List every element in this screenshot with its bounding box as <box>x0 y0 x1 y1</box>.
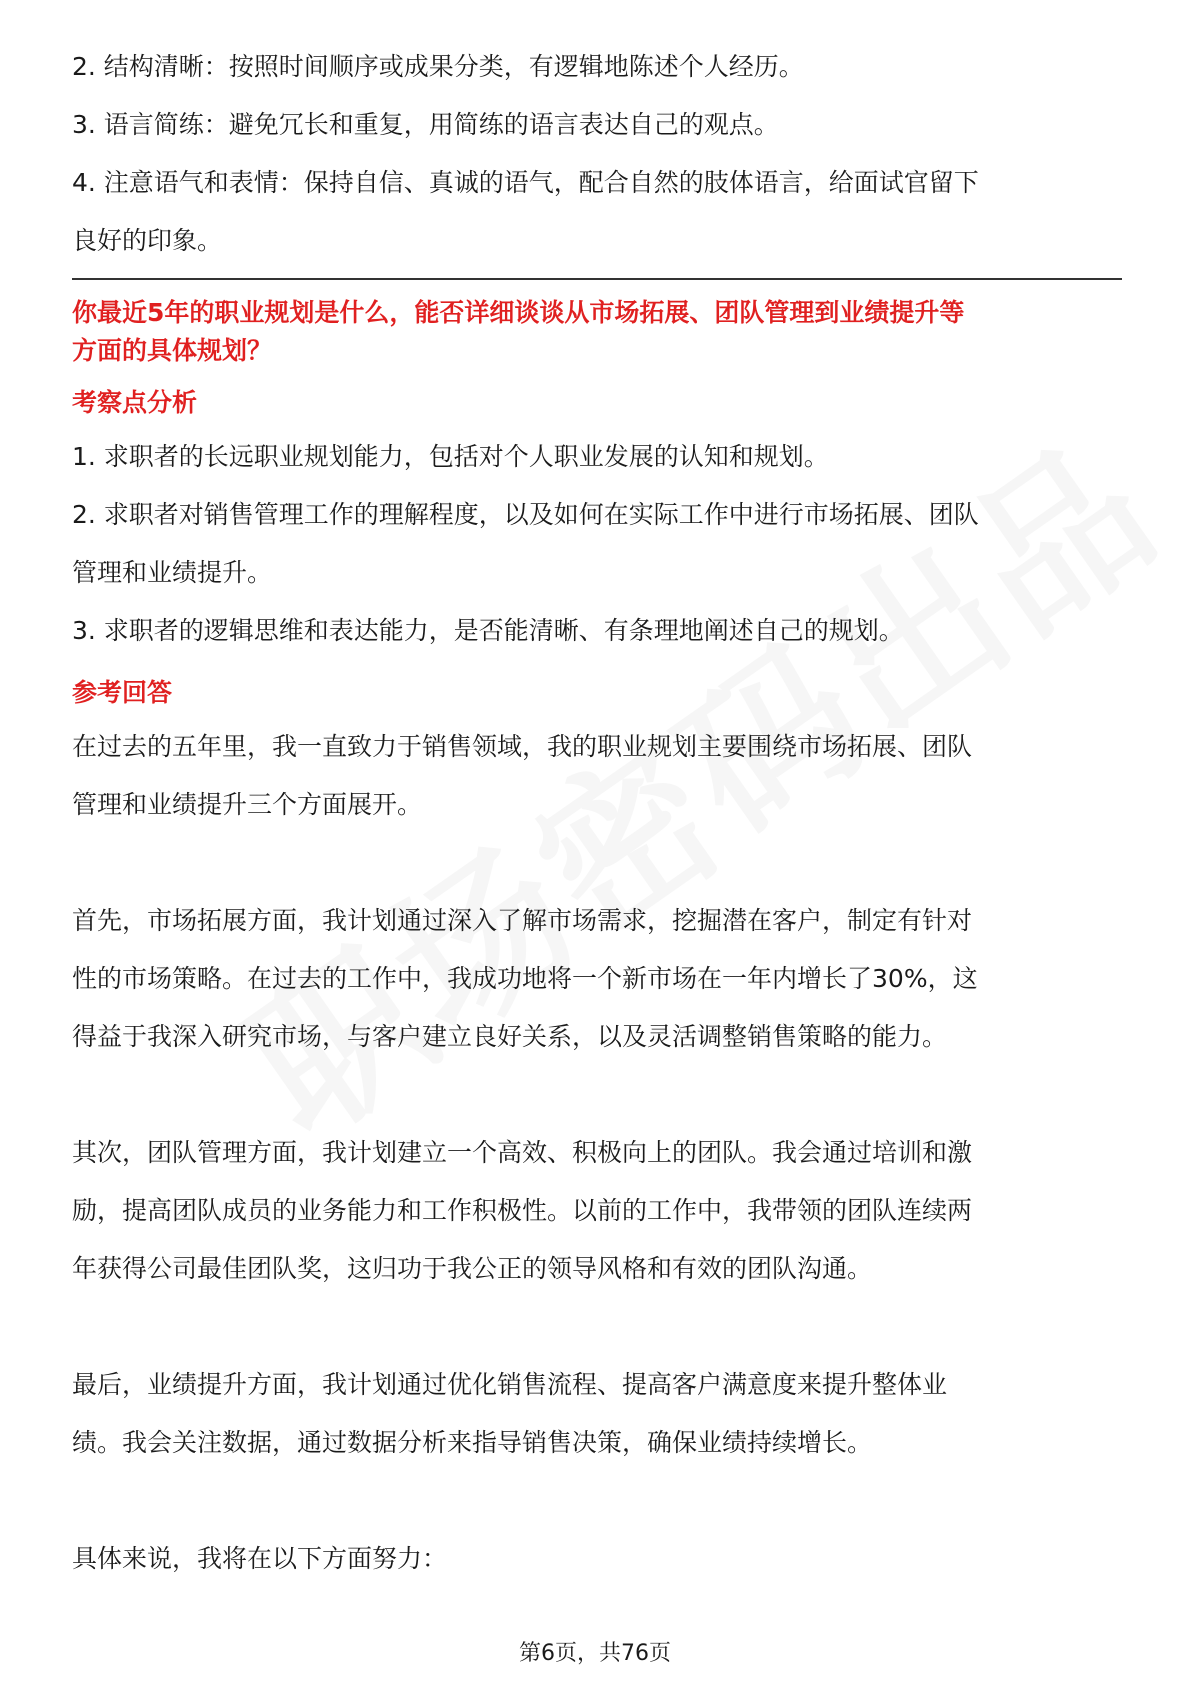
question-line-1: 你最近5年的职业规划是什么，能否详细谈谈从市场拓展、团队管理到业绩提升等 <box>72 298 965 327</box>
answer-paragraph-2-line: 性的市场策略。在过去的工作中，我成功地将一个新市场在一年内增长了30%，这 <box>72 964 978 993</box>
analysis-line: 1. 求职者的长远职业规划能力，包括对个人职业发展的认知和规划。 <box>72 442 829 471</box>
answer-paragraph-1-line: 在过去的五年里，我一直致力于销售领域，我的职业规划主要围绕市场拓展、团队 <box>72 732 973 761</box>
answer-paragraph-3-line: 年获得公司最佳团队奖，这归功于我公正的领导风格和有效的团队沟通。 <box>72 1254 873 1283</box>
answer-paragraph-3-line: 励，提高团队成员的业务能力和工作积极性。以前的工作中，我带领的团队连续两 <box>72 1196 973 1225</box>
answer-paragraph-1-line: 管理和业绩提升三个方面展开。 <box>72 790 423 819</box>
page-content <box>72 0 1122 1588</box>
list-item: 4. 注意语气和表情：保持自信、真诚的语气，配合自然的肢体语言，给面试官留下 <box>72 168 979 197</box>
analysis-line: 管理和业绩提升。 <box>72 558 273 587</box>
question-line-2: 方面的具体规划？ <box>72 336 273 365</box>
answer-paragraph-4-line: 最后，业绩提升方面，我计划通过优化销售流程、提高客户满意度来提升整体业 <box>72 1370 948 1399</box>
answer-paragraph-2-line: 首先，市场拓展方面，我计划通过深入了解市场需求，挖掘潜在客户，制定有针对 <box>72 906 973 935</box>
analysis-line: 3. 求职者的逻辑思维和表达能力，是否能清晰、有条理地阐述自己的规划。 <box>72 616 904 645</box>
page-number: 第6页，共76页 <box>519 1641 671 1666</box>
analysis-line: 2. 求职者对销售管理工作的理解程度，以及如何在实际工作中进行市场拓展、团队 <box>72 500 979 529</box>
answer-paragraph-4-line: 绩。我会关注数据，通过数据分析来指导销售决策，确保业绩持续增长。 <box>72 1428 873 1457</box>
section-divider <box>72 278 1122 280</box>
list-item: 3. 语言简练：避免冗长和重复，用简练的语言表达自己的观点。 <box>72 110 779 139</box>
answer-heading: 参考回答 <box>72 678 173 707</box>
answer-paragraph-3-line: 其次，团队管理方面，我计划建立一个高效、积极向上的团队。我会通过培训和激 <box>72 1138 973 1167</box>
list-item: 2. 结构清晰：按照时间顺序或成果分类，有逻辑地陈述个人经历。 <box>72 52 804 81</box>
answer-paragraph-2-line: 得益于我深入研究市场，与客户建立良好关系，以及灵活调整销售策略的能力。 <box>72 1022 948 1051</box>
analysis-heading: 考察点分析 <box>72 388 198 417</box>
list-item-continued: 良好的印象。 <box>72 226 223 255</box>
answer-paragraph-5-line: 具体来说，我将在以下方面努力： <box>72 1544 448 1573</box>
